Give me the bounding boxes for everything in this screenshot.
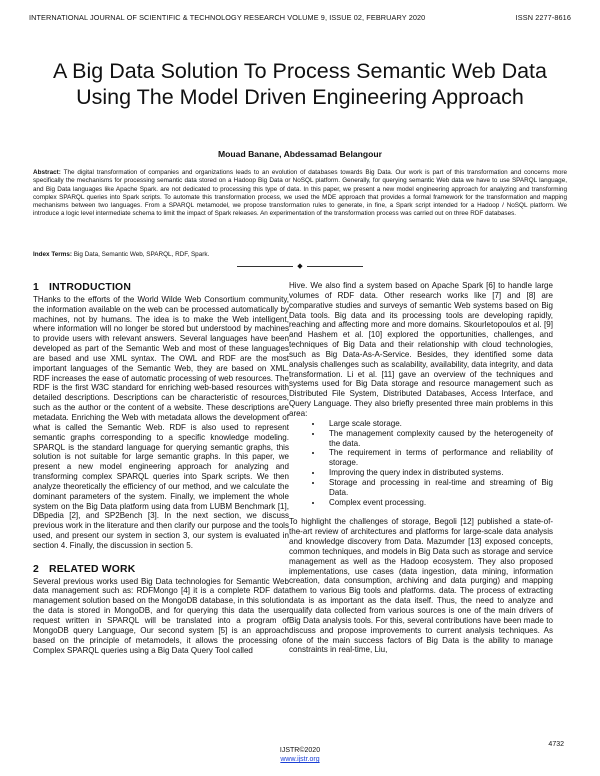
intro-number: 1 (33, 282, 39, 293)
intro-paragraph: THanks to the efforts of the World Wilde Web Consortium community, the information available on the web can be processed automatically by machines, not by humans. The idea is to make the Web intelligent, where information will no longer be stored but understood by machines to provide users with relevant answers. Several languages have been developed as part of the Semantic Web and most of these languages are based and use XML syntax. The OWL and RDF are the most important languages of the Semantic Web, they are based on XML. RDF increases the ease of automatic processing of web resources. The RDF is the first W3C standard for enriching web-based resources with detailed descriptions. Descriptions can be characteristic of resources, such as the author or the content of a website. These descriptions are metadata. Enriching the Web with metadata allows the development of what is called the Semantic Web. RDF is also used to represent semantic graphs corresponding to a specific knowledge modeling. SPARQL is the standard language for querying semantic graphs, this solution is not suitable for large semantic graphs. In this paper, we present a new model engineering approach for analyzing and transforming complex SPARQL queries into Spark scripts. We then analyze theoretically the efficiency of our method, and we calculate the dominant parameters of the system. Finally, we implement the whole system on the Big Data platform using data from LUBM Benchmark [1], DBpedia [2], and SP2Bench [3]. In the next section, we discuss previous work in the literature and then clarify our purpose and the tools used, and present our system in section 3, our system is evaluated in section 4. Finally, the discussion in section 5. (33, 294, 289, 550)
footer-copyright: IJSTR©2020 (279, 747, 321, 754)
right-column (289, 281, 553, 655)
abstract-label: Abstract: (33, 169, 61, 176)
list-item: • Complex event processing. (323, 498, 553, 508)
related-number: 2 (33, 563, 39, 575)
right-paragraph-2: To highlight the challenges of storage, Begoli [12] published a state-of-the-art review of architectures and platforms for large-scale data analysis and knowledge discovery from Data. Mazumder [13] exposed concepts, common techniques, and models in Big Data such as storage and service management as well as the Hadoop ecosystem. They also proposed implementations, use cases (data ingestion, data mining, information creation, data consumption, archiving and data purging) and mapping them to various Big tools and platforms. data. The process of extracting data is as important as the data itself. Thus, the need to analyze and qualify data collected from various sources is one of the main drivers of Big Data analysis tools. For this, several contributions have been made to discuss and propose improvements to current analysis techniques. As one of the main success factors of Big Data is the ability to manage constraints in real-time, Liu, (289, 517, 553, 655)
divider-line-left (237, 266, 293, 267)
left-column (33, 283, 289, 655)
page-footer (0, 746, 600, 764)
related-heading-text: RELATED WORK (48, 563, 136, 575)
related-paragraph: Several previous works used Big Data technologies for Semantic Web data management such as: RDFMongo [4] it is a complete RDF data management solution based on the MongoDB database, in this solution the data is stored in MongoDB, and for querying this data the user request written in SPARQL will be translated into a program of MongoDB query Language, Our second system [5] is an approach based on the principle of metamodels, it allows the processing of Complex SPARQL queries using a Big Data Query Tool called (33, 576, 289, 655)
list-item: • The management complexity caused by the heterogeneity of the data. (323, 429, 553, 449)
issn: ISSN 2277-8616 (515, 13, 571, 22)
running-header (29, 13, 571, 22)
intro-heading (33, 283, 289, 293)
abstract (33, 169, 567, 219)
section-divider (0, 263, 600, 270)
index-terms-label: Index Terms: (33, 251, 73, 258)
index-terms-text: Big Data, Semantic Web, SPARQL, RDF, Spark. (72, 251, 210, 258)
diamond-icon: ◆ (297, 263, 303, 270)
index-terms (33, 251, 567, 258)
list-item: • Improving the query index in distributed systems. (323, 468, 553, 478)
intro-heading-text: INTRODUCTION (48, 282, 132, 293)
list-item: • Storage and processing in real-time and streaming of Big Data. (323, 478, 553, 498)
journal-name: INTERNATIONAL JOURNAL OF SCIENTIFIC & TECHNOLOGY RESEARCH VOLUME 9, ISSUE 02, FEBRUARY 2020 (29, 13, 426, 22)
authors: Mouad Banane, Abdessamad Belangour (218, 149, 382, 159)
abstract-text: The digital transformation of companies and organizations leads to an evolution of databases towards Big Data. Our work is part of this transformation and concerns more specifically the mechanisms for processing semantic data stored on a Hadoop Big Data or NoSQL platform. Generally, for querying semantic Web data we have to use SPARQL language, and Big Data languages like Apache Spark. are not dedicated to processing this type of data. In this paper, we present a new model engineering approach for analyzing and transforming complex SPARQL queries into Spark scripts. To automate this transformation process, we used the MDE approach that provides a formal framework for the transformation and mapping mechanisms between two languages. From a SPARQL metamodel, we propose transformation rules to generate, in fine, a Spark script intended for a Hadoop / NoSQL platform. We introduce a logic level intermediate schema to limit the impact of Spark releases. An experimentation of the transformation process was carried out on three RDF databases. (33, 169, 567, 218)
page-number: 4732 (548, 741, 564, 748)
paper-title: A Big Data Solution To Process Semantic Web Data Using The Model Driven Engineering Approach (53, 59, 547, 109)
journal-link[interactable]: www.ijstr.org (280, 756, 320, 763)
right-paragraph-1: Hive. We also find a system based on Apache Spark [6] to handle large volumes of RDF data. Other research works like [7] and [8] are comparative studies and surveys of semantic Web systems based on Big Data tools. Big data and its processing tools are developing rapidly, reaching and affecting more and more domains. Skourletopoulos et al. [9] and Hashem et al. [10] explored the opportunities, challenges, and techniques of Big Data and their relationship with cloud technologies, such as Big Data-As-A-Service. Besides, they identified some data analysis challenges such as scalability, availability, data integrity, and data transformation. Li et al. [11] gave an overview of the techniques and systems used for Big Data storage and resource management such as Distributed File System, Distributed Databases, Access Interface, and Query Language. They also briefly presented three main problems in this area: (289, 281, 553, 418)
divider-line-right (307, 266, 363, 267)
list-item: • The requirement in terms of performance and reliability of storage. (323, 448, 553, 468)
list-item: • Large scale storage. (323, 419, 553, 429)
related-heading (33, 565, 289, 575)
challenge-list (289, 419, 553, 508)
